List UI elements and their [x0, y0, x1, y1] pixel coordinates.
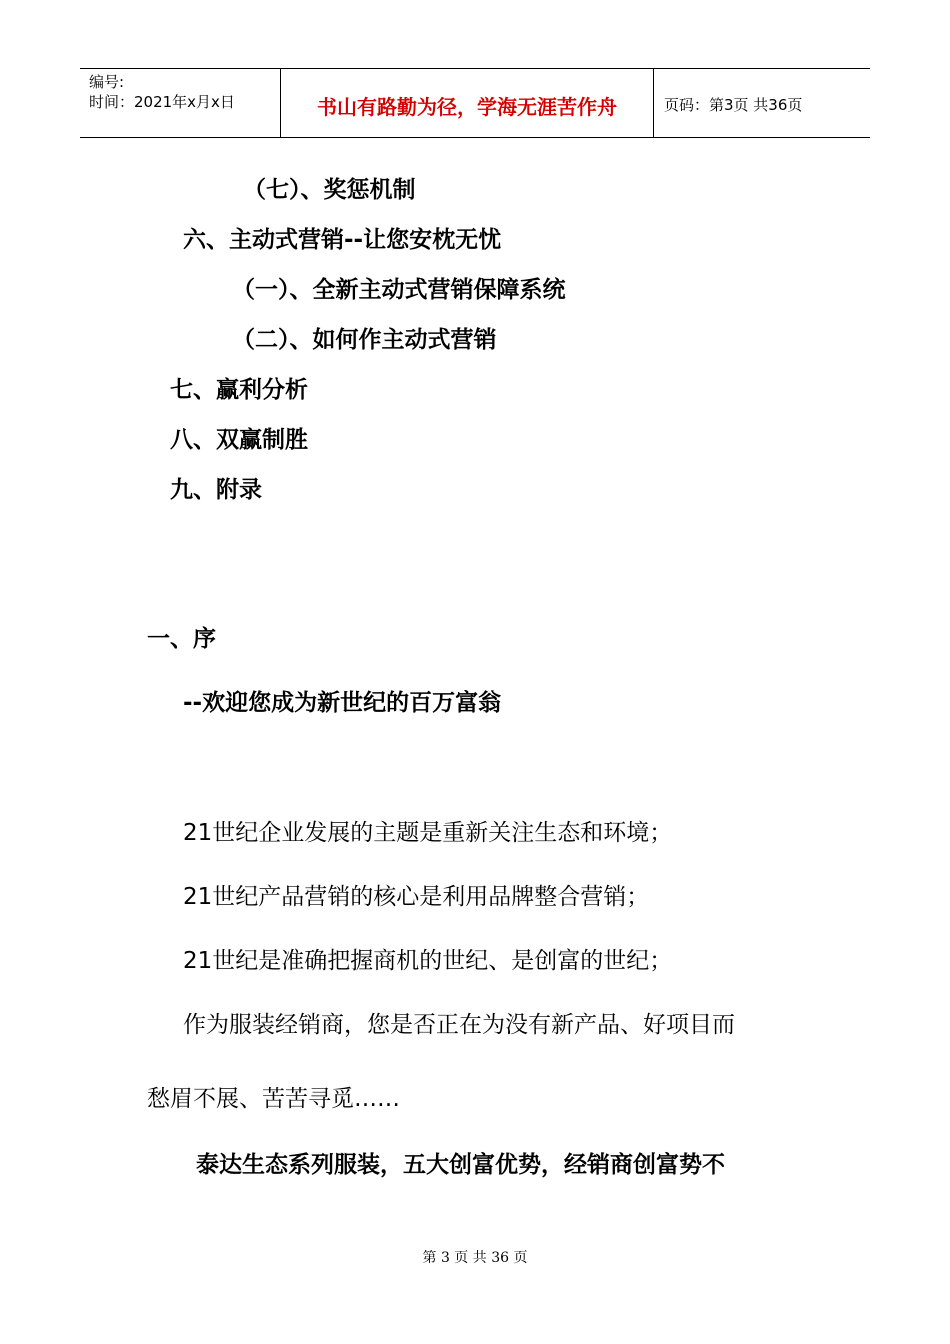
- page-header: [80, 68, 870, 138]
- page-info: 页码：第3页 共36页: [664, 96, 803, 114]
- toc-item: 六、主动式营销--让您安枕无忧: [183, 227, 502, 253]
- section-title: 一、序: [147, 626, 216, 652]
- number-label: 编号:: [89, 73, 125, 91]
- bold-paragraph: 泰达生态系列服装，五大创富优势，经销商创富势不: [196, 1152, 725, 1178]
- toc-item: 九、附录: [170, 477, 262, 503]
- body-paragraph: 作为服装经销商，您是否正在为没有新产品、好项目而: [183, 1012, 735, 1038]
- header-page-cell: [654, 69, 870, 137]
- body-paragraph: 21世纪企业发展的主题是重新关注生态和环境；: [183, 820, 673, 846]
- page-footer: 第 3 页 共 36 页: [422, 1250, 528, 1266]
- body-paragraph: 愁眉不展、苦苦寻觅……: [147, 1086, 400, 1112]
- toc-item: （一）、全新主动式营销保障系统: [232, 277, 566, 303]
- toc-item: （七）、奖惩机制: [243, 177, 416, 203]
- time-label: 时间：2021年x月x日: [89, 93, 235, 111]
- header-meta-cell: [80, 69, 281, 137]
- body-paragraph: 21世纪是准确把握商机的世纪、是创富的世纪；: [183, 948, 673, 974]
- motto: 书山有路勤为径，学海无涯苦作舟: [317, 95, 617, 119]
- toc-item: 八、双赢制胜: [170, 427, 308, 453]
- toc-item: （二）、如何作主动式营销: [232, 327, 497, 353]
- body-paragraph: 21世纪产品营销的核心是利用品牌整合营销；: [183, 884, 650, 910]
- toc-item: 七、赢利分析: [170, 377, 308, 403]
- header-motto-cell: [281, 69, 654, 137]
- section-subtitle: --欢迎您成为新世纪的百万富翁: [183, 690, 502, 716]
